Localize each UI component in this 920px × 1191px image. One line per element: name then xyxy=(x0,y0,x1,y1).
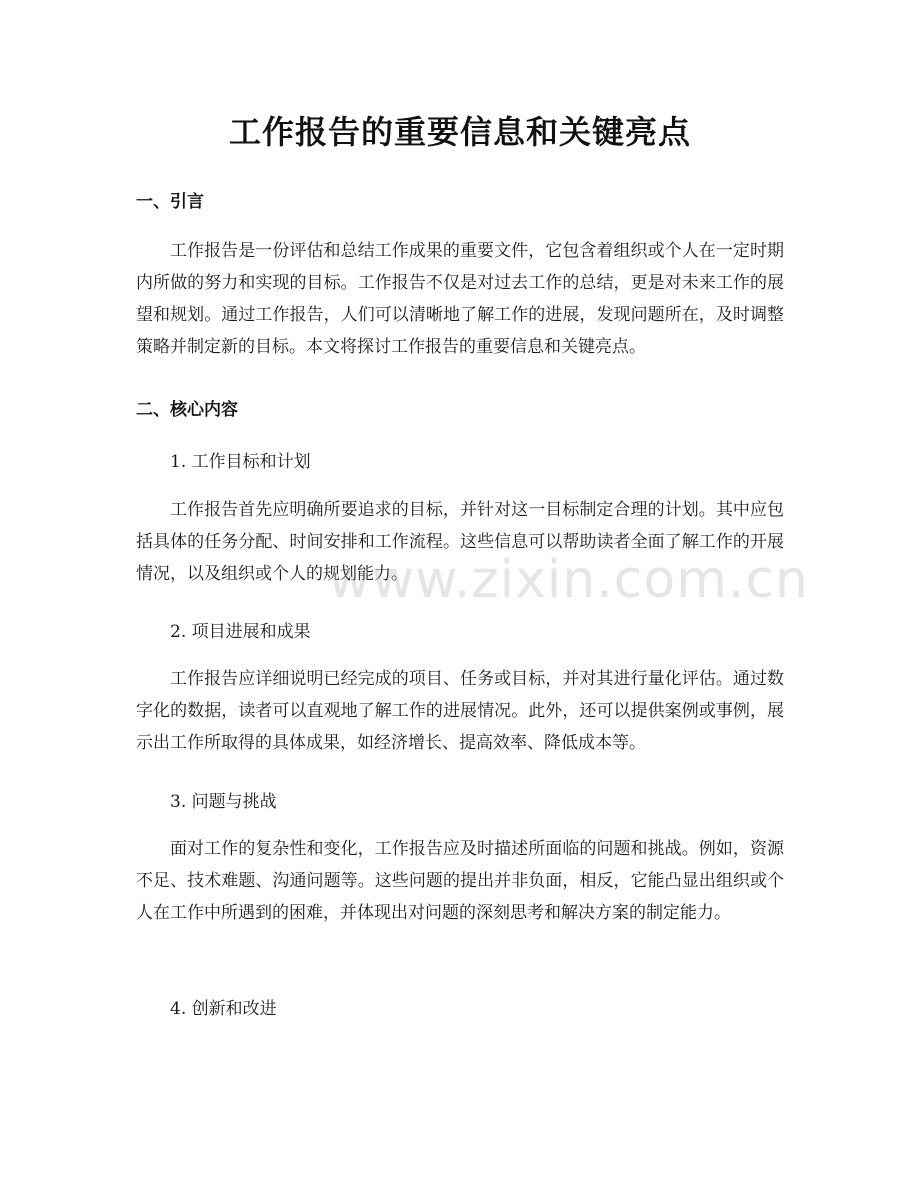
subheading-goals: 1. 工作目标和计划 xyxy=(170,452,311,472)
section-heading-core: 二、核心内容 xyxy=(136,400,238,420)
subheading-problems: 3. 问题与挑战 xyxy=(170,792,277,812)
paragraph-problems: 面对工作的复杂性和变化，工作报告应及时描述所面临的问题和挑战。例如，资源不足、技术难题、沟通问题等。这些问题的提出并非负面，相反，它能凸显出组织或个人在工作中所遇到的困难，并体现出对问题的深刻思考和解决方案的制定能力。 xyxy=(136,839,784,923)
subheading-innovation: 4. 创新和改进 xyxy=(170,999,277,1019)
section-heading-intro: 一、引言 xyxy=(136,192,204,212)
watermark: www.zixin.com.cn xyxy=(328,550,809,610)
intro-paragraph: 工作报告是一份评估和总结工作成果的重要文件，它包含着组织或个人在一定时期内所做的努力和实现的目标。工作报告不仅是对过去工作的总结，更是对未来工作的展望和规划。通过工作报告，人们可以清晰地了解工作的进展，发现问题所在，及时调整策略并制定新的目标。本文将探讨工作报告的重要信息和关键亮点。 xyxy=(136,241,784,357)
paragraph-goals: 工作报告首先应明确所要追求的目标，并针对这一目标制定合理的计划。其中应包括具体的任务分配、时间安排和工作流程。这些信息可以帮助读者全面了解工作的开展情况，以及组织或个人的规划能力。 xyxy=(136,500,784,584)
paragraph-progress: 工作报告应详细说明已经完成的项目、任务或目标，并对其进行量化评估。通过数字化的数据，读者可以直观地了解工作的进展情况。此外，还可以提供案例或事例，展示出工作所取得的具体成果，如经济增长、提高效率、降低成本等。 xyxy=(136,669,784,753)
document-title: 工作报告的重要信息和关键亮点 xyxy=(228,113,691,151)
subheading-progress: 2. 项目进展和成果 xyxy=(170,622,311,642)
